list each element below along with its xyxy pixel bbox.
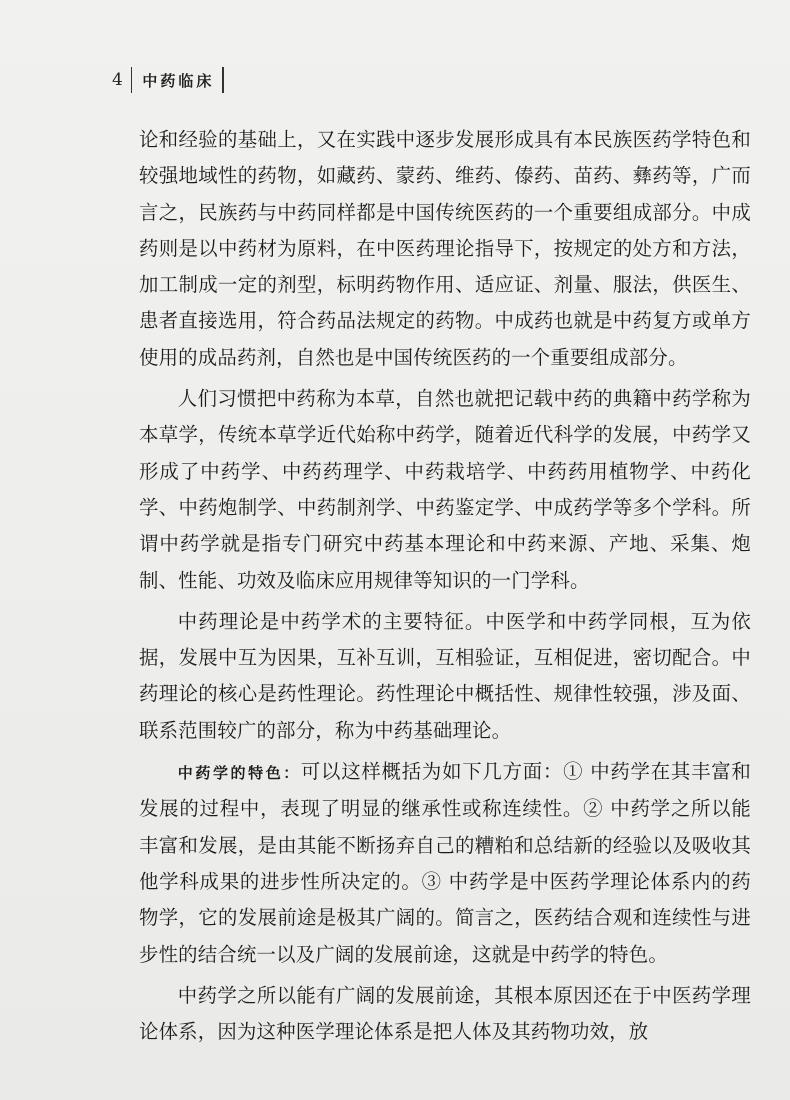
paragraph-theory: 中药理论是中药学术的主要特征。中医学和中药学同根，互为依据，发展中互为因果，互补互训，互相验证，互相促进，密切配合。中药理论的核心是药性理论。药性理论中概括性、规律性较强，涉及面、联系范围较广的部分，称为中药基础理论。 bbox=[139, 609, 751, 742]
features-text: 可以这样概括为如下几方面：① 中药学在其丰富和发展的过程中，表现了明显的继承性或称连续性。② 中药学之所以能丰富和发展，是由其能不断扬弃自己的糟粕和总结新的经验以及吸收其他学科成果的进步性所决定的。③ 中药学是中医药学理论体系内的药物学，它的发展前途是极其广阔的。简言之，医药结合观和连续性与进步性的结合统一以及广阔的发展前途，这就是中药学的特色。 bbox=[139, 760, 751, 966]
paragraph-continuation: 论和经验的基础上，又在实践中逐步发展形成具有本民族医药学特色和较强地域性的药物，如藏药、蒙药、维药、傣药、苗药、彝药等，广而言之，民族药与中药同样都是中国传统医药的一个重要组成部分。中成药则是以中药材为原料，在中医药理论指导下，按规定的处方和方法，加工制成一定的剂型，标明药物作用、适应证、剂量、服法，供医生、患者直接选用，符合药品法规定的药物。中成药也就是中药复方或单方使用的成品药剂，自然也是中国传统医药的一个重要组成部分。 bbox=[139, 128, 751, 369]
paragraph-prospects: 中药学之所以能有广阔的发展前途，其根本原因还在于中医药学理论体系，因为这种医学理论体系是把人体及其药物功效，放 bbox=[139, 983, 751, 1044]
features-lead-heading: 中药学的特色： bbox=[177, 764, 301, 783]
body-text bbox=[139, 122, 751, 1055]
running-title: 中药临床 bbox=[142, 71, 215, 90]
paragraph-features bbox=[139, 754, 751, 973]
page-number: 4 bbox=[112, 70, 123, 90]
paragraph-bencao: 人们习惯把中药称为本草，自然也就把记载中药的典籍中药学称为本草学，传统本草学近代始称中药学，随着近代科学的发展，中药学又形成了中药学、中药药理学、中药栽培学、中药药用植物学、中药化学、中药炮制学、中药制剂学、中药鉴定学、中成药学等多个学科。所谓中药学就是指专门研究中药基本理论和中药来源、产地、采集、炮制、性能、功效及临床应用规律等知识的一门学科。 bbox=[139, 387, 751, 592]
page-header bbox=[112, 66, 224, 94]
header-divider-right bbox=[222, 67, 224, 93]
